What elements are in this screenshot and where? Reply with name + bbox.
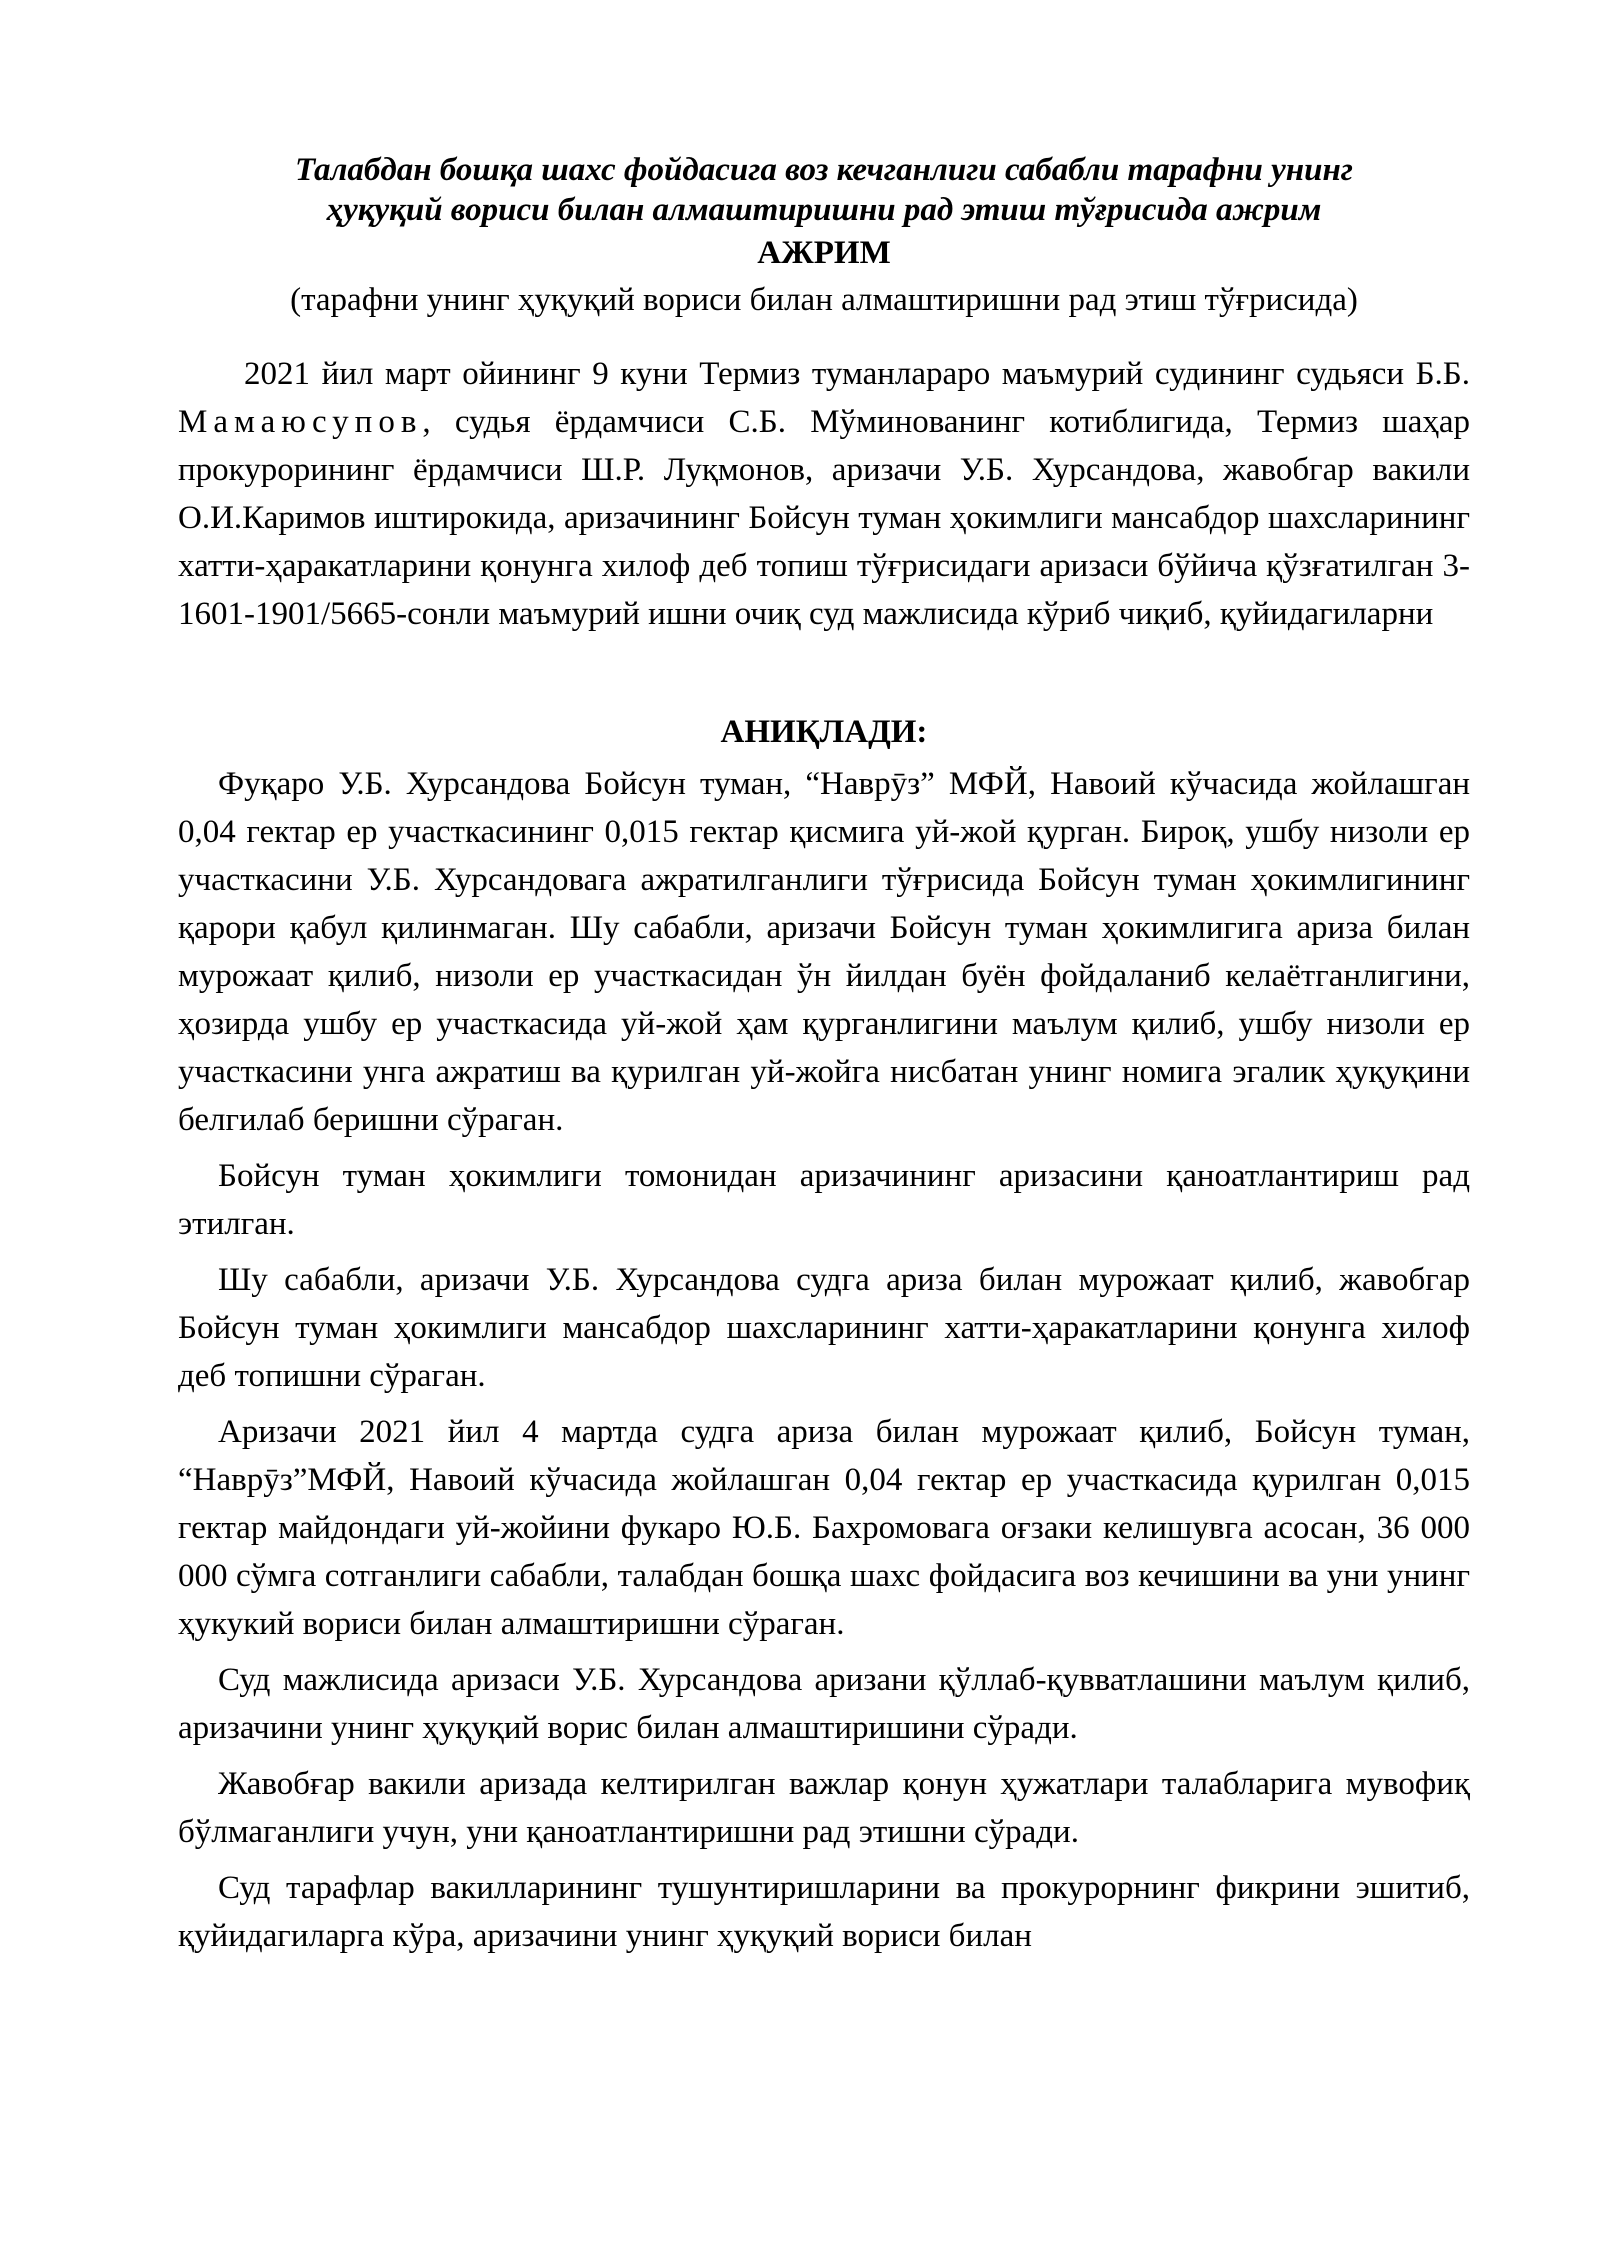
paragraph-1: Фуқаро У.Б. Хурсандова Бойсун туман, “Наврӯз” МФЙ, Навоий кўчасида жойлашган 0,04 гектар ер участкасининг 0,015 гектар қисмига уй-жой қурган. Бироқ, ушбу низоли ер участкасини У.Б. Хурсандовага ажратилганлиги тўғрисида Бойсун туман ҳокимлигининг қарори қабул қилинмаган. Шу сабабли, аризачи Бойсун туман ҳокимлигига ариза билан мурожаат қилиб, низоли ер участкасидан ўн йилдан буён фойдаланиб келаётганлигини, ҳозирда ушбу ер участкасида уй-жой ҳам қурганлигини маълум қилиб, ушбу низоли ер участкасини унга ажратиш ва қурилган уй-жойга нисбатан унинг номига эгалик ҳуқуқини белгилаб беришни сўраган. — [178, 766, 1470, 1138]
intro-text-part-1: 2021 йил март ойининг 9 куни Термиз туманлараро маъмурий судининг судьяси Б.Б. — [244, 356, 1470, 392]
paragraph-6: Жавобғар вакили аризада келтирилган важлар қонун ҳужатлари талабларига мувофиқ бўлмаганлиги учун, уни қаноатлантиришни рад этишни сўради. — [178, 1766, 1470, 1850]
judge-name: Мамаюсупов — [178, 404, 423, 440]
paragraph-2: Бойсун туман ҳокимлиги томонидан аризачининг аризасини қаноатлантириш рад этилган. — [178, 1158, 1470, 1242]
paragraph-3: Шу сабабли, аризачи У.Б. Хурсандова судга ариза билан мурожаат қилиб, жавобгар Бойсун туман ҳокимлиги мансабдор шахсларининг хатти-ҳаракатларини қонунга хилоф деб топишни сўраган. — [178, 1262, 1470, 1394]
document-subheading: (тарафни унинг ҳуқуқий вориси билан алмаштиришни рад этиш тўғрисида) — [290, 282, 1358, 318]
document-title-line-2: ҳуқуқий вориси билан алмаштиришни рад этиш тўғрисида ажрим — [326, 192, 1322, 228]
section-title: АНИҚЛАДИ: — [720, 714, 928, 750]
document-body — [178, 150, 1470, 1968]
paragraph-4: Аризачи 2021 йил 4 мартда судга ариза билан мурожаат қилиб, Бойсун туман, “Наврӯз”МФЙ, Навоий кўчасида жойлашган 0,04 гектар ер участкасида қурилган 0,015 гектар майдондаги уй-жойини фукаро Ю.Б. Бахромовага оғзаки келишувга асосан, 36 000 000 сўмга сотганлиги сабабли, талабдан бошқа шахс фойдасига воз кечишини ва уни унинг ҳукукий вориси билан алмаштиришни сўраган. — [178, 1414, 1470, 1642]
intro-paragraph — [178, 350, 1470, 638]
document-heading: АЖРИМ — [757, 235, 891, 271]
paragraph-5: Суд мажлисида аризаси У.Б. Хурсандова аризани қўллаб-қувватлашини маълум қилиб, аризачини унинг ҳуқуқий ворис билан алмаштиришини сўради. — [178, 1662, 1470, 1746]
document-title-line-1: Талабдан бошқа шахс фойдасига воз кечганлиги сабабли тарафни унинг — [295, 152, 1353, 188]
paragraph-7: Суд тарафлар вакилларининг тушунтиришларини ва прокурорнинг фикрини эшитиб, қуйидагиларга кўра, аризачини унинг ҳуқуқий вориси билан — [178, 1870, 1470, 1954]
intro-text-part-2: , судья ёрдамчиси С.Б. Мўминованинг котиблигида, Термиз шаҳар прокурорининг ёрдамчиси Ш.Р. Луқмонов, аризачи У.Б. Хурсандова, жавобгар вакили О.И.Каримов иштирокида, аризачининг Бойсун туман ҳокимлиги мансабдор шахсларининг хатти-ҳаракатларини қонунга хилоф деб топиш тўғрисидаги аризаси бўйича қўзғатилган 3-1601-1901/5665-сонли маъмурий ишни очиқ суд мажлисида кўриб чиқиб, қуйидагиларни — [178, 404, 1470, 632]
